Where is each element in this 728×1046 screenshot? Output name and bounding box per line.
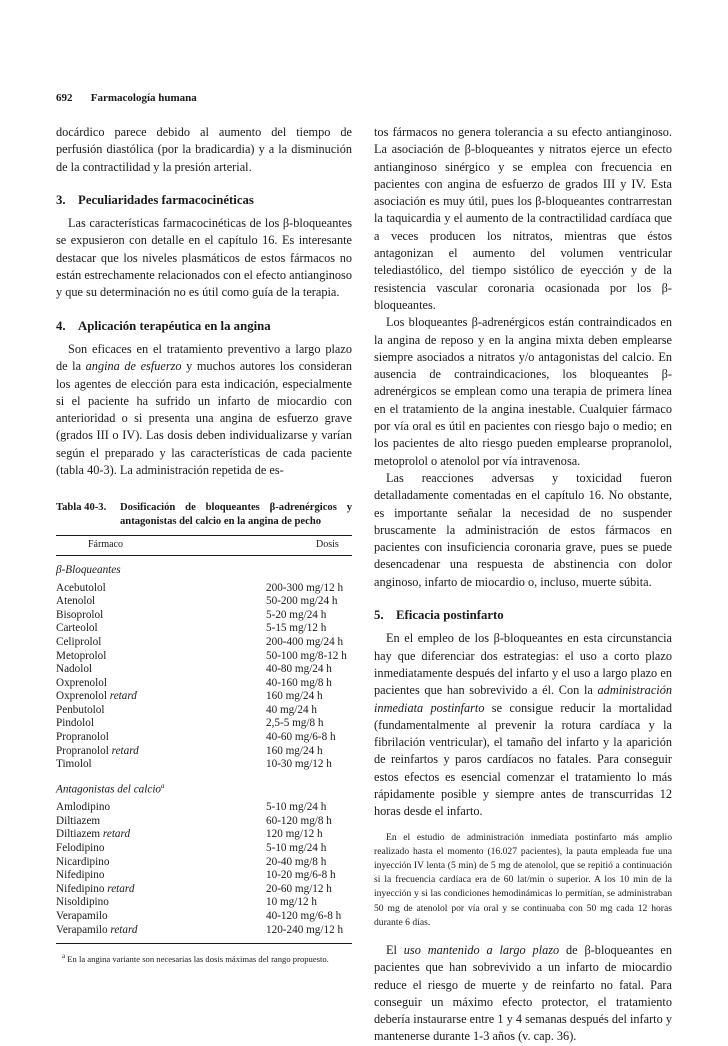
drug-name: Bisoprolol (56, 608, 104, 621)
paragraph: Son eficaces en el tratamiento preventivo a largo plazo de la angina de esfuerzo y muchos autores los consideran los agentes de elección para esta indicación, especialmente si el paciente ha sufrido un infarto de miocardio con anterioridad o si presenta una angina de esfuerzo grave (grados III o IV). Las dosis deben individualizarse y varían según el preparado y las características de cada paciente (tabla 40-3). La administración repetida de es- (56, 341, 352, 478)
table-group-row: Antagonistas del calcio$^a$ (56, 781, 165, 796)
table-caption: Tabla 40-3. Dosificación de bloqueantes β-adrenérgicos y antagonistas del calcio en la angina de pecho (56, 502, 352, 528)
drug-name: Nifedipino (56, 882, 105, 895)
section-heading-5: 5. Eficacia postinfarto (374, 608, 504, 623)
table-group-row: β-Bloqueantes (56, 563, 121, 576)
drug-modifier: retard (102, 828, 131, 841)
drug-modifier: retard (109, 690, 137, 703)
paragraph: docárdico parece debido al aumento del tiempo de perfusión diastólica (por la bradicardia) y a la disminución de la contractilidad y la presión arterial. (56, 125, 352, 174)
paragraph: Los bloqueantes β-adrenérgicos están contraindicados en la angina de reposo y en la angina mixta deben emplearse siempre asociados a nitratos y/o antagonistas del calcio. En ausencia de contraindicaciones, los bloqueantes β-adrenérgicos se emplean como una terapia de primera línea en el tratamiento de la angina inestable. Cualquier fármaco por vía oral es útil en pacientes con riesgo bajo o medio; en los pacientes de alto riesgo pueden emplearse propranolol, metoprolol o atenolol por vía intravenosa. (374, 315, 672, 468)
drug-name: Nicardipino (56, 855, 110, 868)
drug-name: Oxprenolol (56, 690, 107, 703)
drug-dose: 10-30 mg/12 h (266, 758, 332, 771)
drug-dose: 40-160 mg/8 h (266, 676, 332, 689)
paragraph: Las características farmacocinéticas de los β-bloqueantes se expusieron con detalle en el capítulo 16. Es interesante destacar que los niveles plasmáticos de estos fármacos no están estrechamente relacionados con el efecto antianginoso y que su determinación no es útil como guía de la terapia. (56, 216, 352, 300)
table-row (56, 869, 352, 883)
table-row (56, 704, 352, 718)
drug-name: Nisoldipino (56, 896, 109, 909)
table-label: Tabla 40-3. (56, 502, 107, 514)
table-row (56, 622, 352, 636)
drug-dose: 40-80 mg/24 h (266, 663, 332, 676)
table-row (56, 650, 352, 664)
table-row (56, 690, 352, 704)
drug-dose: 5-15 mg/12 h (266, 622, 327, 635)
table-row (56, 797, 352, 815)
table-row (56, 842, 352, 856)
drug-dose: 20-60 mg/12 h (266, 882, 332, 895)
drug-dose: 10-20 mg/6-8 h (266, 869, 336, 882)
table-row (56, 815, 352, 829)
section-heading-3: 3. Peculiaridades farmacocinéticas (56, 192, 254, 207)
drug-dose: 200-300 mg/12 h (266, 581, 344, 594)
drug-dose: 40-60 mg/6-8 h (266, 731, 336, 744)
small-print-note: En el estudio de administración inmediata postinfarto más amplio realizado hasta el momento (16.027 pacientes), la pauta empleada fue una inyección IV lenta (5 min) de 5 mg de atenolol, que se repitió a continuación si la frecuencia cardíaca era de 60 lat/min o superior. A los 10 min de la inyección y si las condiciones hemodinámicas lo permitían, se administraban 50 mg de atenolol por vía oral y se continuaba con 50 mg cada 12 horas durante 6 días. (374, 831, 672, 928)
column-header-drug: Fármaco (56, 536, 266, 556)
table-row (56, 856, 352, 870)
dosage-table (56, 535, 352, 944)
drug-name: Verapamilo (56, 909, 108, 922)
drug-modifier: retard (107, 882, 135, 895)
table-row (56, 595, 352, 609)
paragraph: tos fármacos no genera tolerancia a su efecto antianginoso. La asociación de β-bloqueantes y nitratos ejerce un efecto antianginoso sinérgico y se emplea con frecuencia en pacientes con angina de esfuerzo de grados III y IV. Esta asociación es muy útil, pues los β-bloqueantes contrarrestan la taquicardia y el aumento de la contractilidad cardíaca que a veces producen los nitratos, mientras que éstos antagonizan el aumento del volumen ventricular telediastólico, del tiempo sistólico de eyección y de la resistencia vascular coronaria ocasionada por los β-bloqueantes. (374, 125, 672, 312)
drug-name: Atenolol (56, 595, 96, 608)
table-row (56, 578, 352, 596)
drug-dose: 20-40 mg/8 h (266, 855, 327, 868)
right-column (374, 124, 672, 1046)
drug-name: Carteolol (56, 622, 98, 635)
drug-name: Diltiazem (56, 828, 101, 841)
drug-name: Diltiazem (56, 814, 101, 827)
table-row (56, 758, 352, 772)
paragraph: Las reacciones adversas y toxicidad fueron detalladamente comentadas en el capítulo 16. No obstante, es importante señalar la necesidad de no suspender bruscamente la administración de estos fármacos en pacientes con insuficiencia coronaria grave, pues se puede desencadenar una respuesta de abstinencia con dolor anginoso, infarto de miocardio o, incluso, muerte súbita. (374, 470, 672, 589)
drug-dose: 5-10 mg/24 h (266, 841, 327, 854)
column-header-dose: Dosis (266, 536, 352, 556)
table-row (56, 924, 352, 944)
running-title: Farmacología humana (90, 92, 197, 104)
table-row (56, 717, 352, 731)
drug-name: Acebutolol (56, 581, 106, 594)
paragraph: En el empleo de los β-bloqueantes en esta circunstancia hay que diferenciar dos estrategias: el uso a corto plazo inmediatamente después del infarto y el uso a largo plazo en pacientes que han sobrevivido a él. Con la administración inmediata postinfarto se consigue reducir la mortalidad (fundamentalmente al prevenir la rotura cardíaca y la fibrilación ventricular), el tamaño del infarto y la aparición de reinfartos y paros cardíacos no fatales. Para conseguir estos efectos es esencial comenzar el tratamiento lo más rápidamente posible y siempre antes de transcurridas 12 horas desde el infarto. (374, 631, 672, 819)
drug-name: Oxprenolol (56, 676, 107, 689)
drug-modifier: retard (111, 744, 139, 757)
section-heading-4: 4. Aplicación terapéutica en la angina (56, 318, 271, 333)
drug-dose: 200-400 mg/24 h (266, 635, 344, 648)
drug-name: Timolol (56, 758, 92, 771)
drug-name: Penbutolol (56, 703, 105, 716)
drug-dose: 50-200 mg/24 h (266, 595, 338, 608)
drug-dose: 40-120 mg/6-8 h (266, 909, 342, 922)
drug-dose: 10 mg/12 h (266, 896, 317, 909)
table-row (56, 896, 352, 910)
table-row (56, 883, 352, 897)
left-column (56, 124, 352, 965)
drug-dose: 50-100 mg/8-12 h (266, 649, 347, 662)
drug-modifier: retard (110, 923, 138, 936)
drug-dose: 120-240 mg/12 h (266, 924, 352, 944)
drug-dose: 40 mg/24 h (266, 703, 317, 716)
drug-dose: 5-20 mg/24 h (266, 608, 327, 621)
table-row (56, 609, 352, 623)
paragraph: El uso mantenido a largo plazo de β-bloqueantes en pacientes que han sobrevivido a un infarto de miocardio reduce el riesgo de muerte y de reinfarto no fatal. Para conseguir un máximo efecto protector, el tratamiento debería instaurarse entre 1 y 4 semanas después del infarto y mantenerse durante 1-3 años (v. cap. 36). (374, 943, 672, 1044)
drug-name: Nifedipino (56, 869, 105, 882)
table-row (56, 663, 352, 677)
drug-name: Verapamilo (56, 923, 108, 936)
page-number: 692 (56, 92, 73, 104)
drug-dose: 5-10 mg/24 h (266, 801, 327, 814)
drug-dose: 160 mg/24 h (266, 690, 323, 703)
drug-name: Metoprolol (56, 649, 107, 662)
drug-name: Amlodipino (56, 801, 111, 814)
table-row (56, 828, 352, 842)
drug-name: Propranolol (56, 744, 109, 757)
table-row (56, 910, 352, 924)
table-row (56, 636, 352, 650)
page-header (56, 92, 197, 104)
drug-dose: 60-120 mg/8 h (266, 814, 332, 827)
drug-name: Nadolol (56, 663, 93, 676)
drug-name: Celiprolol (56, 635, 102, 648)
drug-name: Pindolol (56, 717, 94, 730)
drug-dose: 160 mg/24 h (266, 744, 323, 757)
table-row (56, 745, 352, 759)
drug-dose: 120 mg/12 h (266, 828, 323, 841)
drug-name: Felodipino (56, 841, 105, 854)
drug-dose: 2,5-5 mg/8 h (266, 717, 324, 730)
table-row (56, 677, 352, 691)
table-footnote: $^a$ En la angina variante son necesarias las dosis máximas del rango propuesto. (62, 952, 329, 964)
drug-name: Propranolol (56, 731, 109, 744)
table-row (56, 731, 352, 745)
